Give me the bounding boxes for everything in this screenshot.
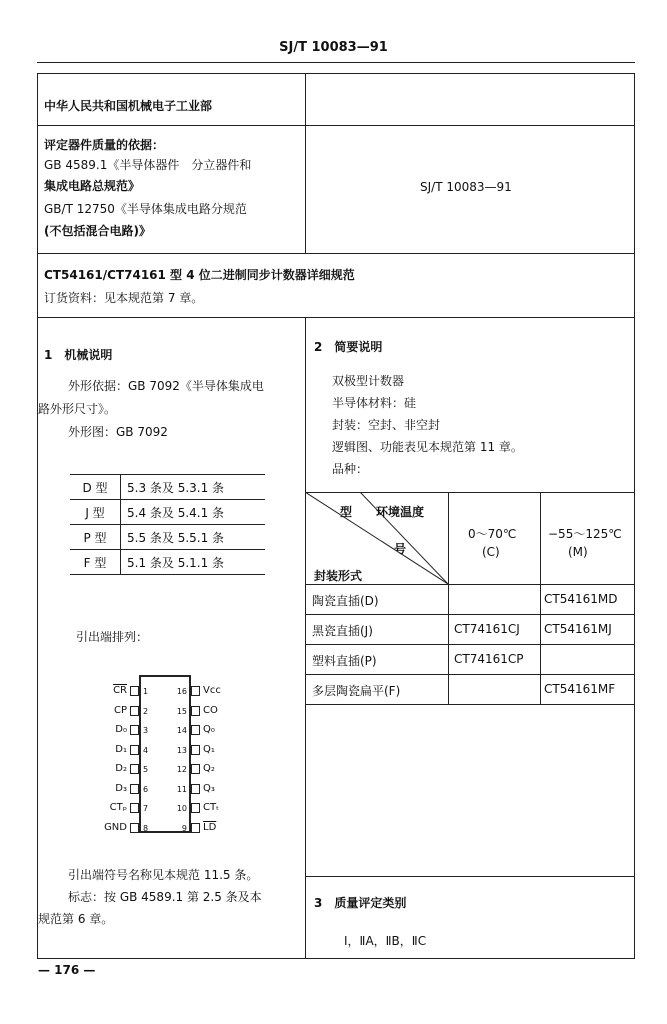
pin-number: 6 (143, 784, 149, 794)
pin-label: Q₁ (203, 743, 215, 755)
temp-code-c: (C) (482, 545, 500, 559)
pin-label: D₃ (115, 782, 127, 794)
part-c-cell: CT74161CP (454, 652, 524, 666)
pin-number: 7 (143, 804, 149, 813)
temp-range-c: 0～70℃ (468, 527, 517, 541)
pin-right-12 (191, 764, 200, 774)
pin-label: $\overline{CR}$ (113, 685, 127, 696)
table-rule (448, 492, 449, 704)
standard-number: SJ/T 10083—91 (420, 180, 512, 194)
table-rule (305, 704, 635, 705)
basis-line: 评定器件质量的依据： (44, 138, 165, 152)
pin-label: Q₀ (203, 724, 215, 735)
pin-number: 13 (176, 745, 187, 755)
pin-number: 15 (176, 706, 187, 716)
table-rule (305, 674, 635, 675)
outline-type: F 型 (70, 550, 121, 575)
pin-heading: 引出端排列： (76, 630, 149, 644)
org-name: 中华人民共和国机械电子工业部 (44, 99, 213, 113)
diag-type-label: 型 (340, 505, 353, 519)
basis-line: GB/T 12750《半导体集成电路分规范 (44, 202, 247, 216)
pin-right-11 (191, 784, 200, 794)
pin-note: 引出端符号名称见本规范 11.5 条。 (68, 868, 259, 882)
pin-number: 1 (143, 687, 149, 696)
outline-type: P 型 (70, 525, 121, 550)
diag-temp-label: 环境温度 (376, 505, 425, 519)
pin-label: D₁ (115, 743, 127, 755)
outline-drawing: 外形图：GB 7092 (68, 425, 168, 439)
row-divider (37, 125, 635, 126)
desc-line: 品种： (332, 462, 369, 476)
pin-right-15 (191, 706, 200, 716)
pin-number: 8 (143, 823, 149, 833)
table-rule (305, 644, 635, 645)
pkg-cell: 塑料直插(P) (312, 654, 377, 668)
pin-label: Q₂ (203, 763, 215, 774)
pin-number: 16 (176, 687, 187, 696)
temp-range-m: −55～125℃ (548, 527, 622, 541)
pin-label: CP (113, 704, 127, 716)
column-divider (305, 73, 306, 253)
pin-number: 12 (176, 765, 187, 774)
diag-no-label: 号 (394, 542, 407, 556)
outline-basis: 外形依据：GB 7092《半导体集成电 (68, 379, 264, 393)
section3-heading: 3 质量评定类别 (314, 896, 407, 910)
pin-label: D₀ (115, 724, 127, 735)
pkg-cell: 多层陶瓷扁平(F) (312, 684, 401, 698)
pin-number: 10 (176, 804, 187, 813)
pin-label: CTₚ (109, 802, 127, 813)
pin-number: 11 (176, 784, 187, 794)
outline-clause: 5.4 条及 5.4.1 条 (121, 500, 266, 525)
diag-pkg-label: 封装形式 (314, 569, 363, 583)
desc-line: 半导体材料：硅 (332, 396, 417, 410)
spec-title: CT54161/CT74161 型 4 位二进制同步计数器详细规范 (44, 268, 355, 282)
outline-clause: 5.1 条及 5.1.1 条 (121, 550, 266, 575)
table-row (70, 550, 265, 575)
pin-left-2 (130, 706, 139, 716)
pkg-cell: 陶瓷直插(D) (312, 594, 379, 608)
outline-type: J 型 (70, 500, 121, 525)
outline-table (70, 474, 265, 575)
standard-number-header: SJ/T 10083—91 (279, 40, 388, 55)
quality-classes: Ⅰ，ⅡA，ⅡB，ⅡC (344, 934, 427, 948)
table-rule (305, 584, 635, 585)
table-rule (540, 492, 541, 704)
section1-heading: 1 机械说明 (44, 348, 113, 362)
outline-type: D 型 (70, 475, 121, 500)
table-row (70, 500, 265, 525)
desc-line: 双极型计数器 (332, 374, 405, 388)
pin-number: 5 (143, 765, 149, 774)
section2-heading: 2 简要说明 (314, 340, 383, 354)
pin-label: D₂ (115, 763, 127, 774)
pin-left-3 (130, 725, 139, 735)
row-divider (305, 876, 635, 877)
pin-number: 14 (176, 726, 187, 735)
table-rule (305, 614, 635, 615)
pin-number: 9 (181, 823, 187, 833)
basis-line: (不包括混合电路)》 (44, 224, 151, 238)
pin-right-9 (191, 823, 200, 833)
outline-clause: 5.5 条及 5.5.1 条 (121, 525, 266, 550)
pin-right-14 (191, 725, 200, 735)
order-info: 订货资料：见本规范第 7 章。 (44, 291, 204, 305)
pin-right-13 (191, 745, 200, 755)
basis-line: 集成电路总规范》 (44, 179, 141, 193)
pin-label: Q₃ (203, 782, 215, 794)
marking: 标志：按 GB 4589.1 第 2.5 条及本 (68, 890, 262, 904)
desc-line: 封装：空封、非空封 (332, 418, 441, 432)
basis-line: GB 4589.1《半导体器件 分立器件和 (44, 158, 252, 172)
outline-basis: 路外形尺寸》。 (38, 402, 117, 416)
pin-right-10 (191, 803, 200, 813)
pin-label: Vcc (203, 685, 221, 696)
temp-code-m: (M) (568, 545, 588, 559)
pin-label: GND (104, 821, 127, 833)
pin-left-8 (130, 823, 139, 833)
pin-number: 2 (143, 706, 149, 716)
table-row (70, 525, 265, 550)
pin-right-16 (191, 686, 200, 696)
part-m-cell: CT54161MD (544, 592, 618, 606)
table-row (70, 475, 265, 500)
pin-left-5 (130, 764, 139, 774)
column-divider (305, 317, 306, 959)
marking: 规范第 6 章。 (38, 912, 114, 926)
header-rule (37, 62, 635, 63)
outline-clause: 5.3 条及 5.3.1 条 (121, 475, 266, 500)
part-m-cell: CT54161MF (544, 682, 616, 696)
pin-label: CO (203, 704, 218, 716)
row-divider (37, 253, 635, 254)
desc-line: 逻辑图、功能表见本规范第 11 章。 (332, 440, 523, 454)
pin-number: 4 (143, 745, 149, 755)
pin-label: $\overline{LD}$ (203, 821, 217, 833)
pin-label: CTₜ (203, 802, 220, 813)
pin-left-4 (130, 745, 139, 755)
row-divider (37, 317, 635, 318)
pin-left-1 (130, 686, 139, 696)
pin-number: 3 (143, 726, 149, 735)
pin-left-6 (130, 784, 139, 794)
part-c-cell: CT74161CJ (454, 622, 520, 636)
pkg-cell: 黑瓷直插(J) (312, 624, 373, 638)
part-m-cell: CT54161MJ (544, 622, 612, 636)
pin-left-7 (130, 803, 139, 813)
page-number: — 176 — (38, 963, 96, 977)
